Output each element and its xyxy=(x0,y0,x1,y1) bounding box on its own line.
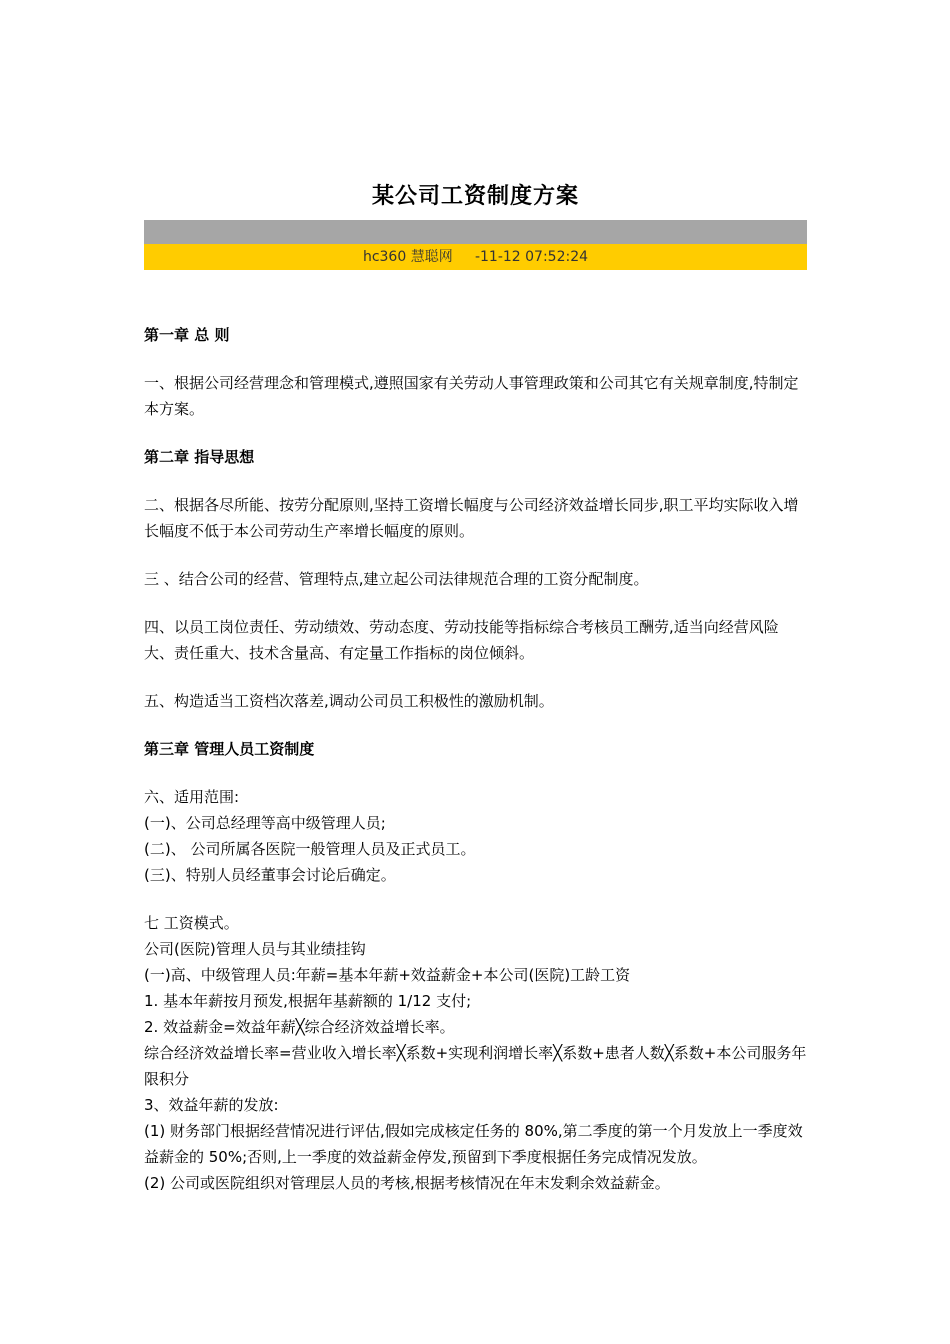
mode-line: (2) 公司或医院组织对管理层人员的考核,根据考核情况在年末发剩余效益薪金。 xyxy=(144,1174,670,1192)
document-page xyxy=(144,0,807,1218)
scope-line: (三)、特别人员经董事会讨论后确定。 xyxy=(144,866,396,884)
mode-line: 公司(医院)管理人员与其业绩挂钩 xyxy=(144,940,366,958)
mode-line: 3、效益年薪的发放: xyxy=(144,1096,279,1114)
mode-line: (1) 财务部门根据经营情况进行评估,假如完成核定任务的 80%,第二季度的第一个月发放上一季度效益薪金的 50%;否则,上一季度的效益薪金停发,预留到下季度根据任务完成情况发放。 xyxy=(144,1122,803,1166)
scope-section xyxy=(144,784,807,888)
publish-datetime: -11-12 07:52:24 xyxy=(474,249,589,265)
mode-line: (一)高、中级管理人员:年薪=基本年薪+效益薪金+本公司(医院)工龄工资 xyxy=(144,966,631,984)
paragraph-2: 二、根据各尽所能、按劳分配原则,坚持工资增长幅度与公司经济效益增长同步,职工平均实际收入增长幅度不低于本公司劳动生产率增长幅度的原则。 xyxy=(144,496,799,540)
mode-line: 综合经济效益增长率=营业收入增长率╳系数+实现利润增长率╳系数+患者人数╳系数+本公司服务年限积分 xyxy=(144,1044,807,1088)
paragraph-3: 三 、结合公司的经营、管理特点,建立起公司法律规范合理的工资分配制度。 xyxy=(144,570,649,588)
paragraph-4: 四、以员工岗位责任、劳动绩效、劳动态度、劳动技能等指标综合考核员工酬劳,适当向经营风险大、责任重大、技术含量高、有定量工作指标的岗位倾斜。 xyxy=(144,618,779,662)
salary-mode-section xyxy=(144,910,807,1196)
scope-line: (二)、 公司所属各医院一般管理人员及正式员工。 xyxy=(144,840,476,858)
chapter-3-heading: 第三章 管理人员工资制度 xyxy=(144,740,315,758)
scope-line: 六、适用范围: xyxy=(144,788,240,806)
header-gray-bar xyxy=(144,220,807,244)
paragraph-1: 一、根据公司经营理念和管理模式,遵照国家有关劳动人事管理政策和公司其它有关规章制度,特制定本方案。 xyxy=(144,374,799,418)
chapter-2-heading: 第二章 指导思想 xyxy=(144,448,255,466)
paragraph-5: 五、构造适当工资档次落差,调动公司员工积极性的激励机制。 xyxy=(144,692,554,710)
mode-line: 七 工资模式。 xyxy=(144,914,239,932)
mode-line: 1. 基本年薪按月预发,根据年基薪额的 1/12 支付; xyxy=(144,992,472,1010)
chapter-1-heading: 第一章 总 则 xyxy=(144,326,230,344)
scope-line: (一)、公司总经理等高中级管理人员; xyxy=(144,814,386,832)
header-meta-bar xyxy=(144,244,807,270)
source-label: hc360 慧聪网 xyxy=(362,249,453,265)
document-title: 某公司工资制度方案 xyxy=(371,184,579,209)
mode-line: 2. 效益薪金=效益年薪╳综合经济效益增长率。 xyxy=(144,1018,455,1036)
document-body xyxy=(144,322,807,1196)
